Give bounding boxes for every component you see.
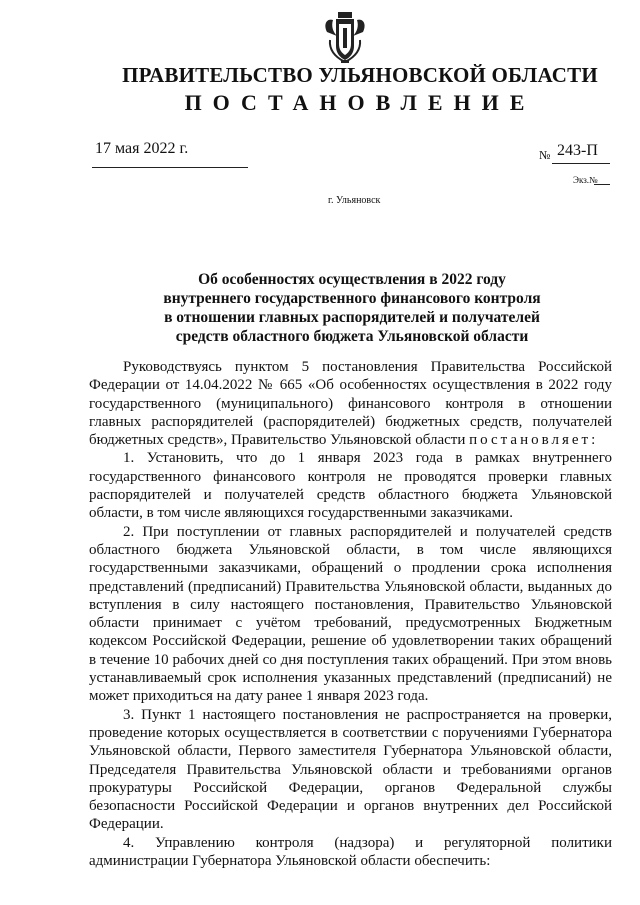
ulyanovsk-coat-of-arms-icon (321, 10, 369, 64)
item-paragraph: 3. Пункт 1 настоящего постановления не распространяется на проверки, проведение которых осуществляется в соответствии с поручениями Губернатора Ульяновской области, Первого заместителя Губернатора Ульяновской области, Председателя Правительства Ульяновской области и требованиями органов прокуратуры Российской Федерации, органов Федеральной службы безопасности Российской Федерации и органов внутренних дел Российской Федерации. (89, 706, 612, 833)
item-paragraph: 2. При поступлении от главных распорядителей и получателей средств областного бюджета Ульяновской области, в том числе являющихся государственными заказчиками, обращений о продлении срока исполнения представлений (предписаний) Правительства Ульяновской области, выданных до вступления в силу настоящего постановления, Правительство Ульяновской области принимает с учётом требований, предусмотренных Бюджетным кодексом Российской Федерации, решение об удовлетворении таких обращений в течение 10 рабочих дней со дня поступления таких обращений. При этом вновь устанавливаемый срок исполнения указанных представлений (предписаний) не может приходиться на дату ранее 1 января 2023 года. (89, 523, 612, 705)
document-body (89, 358, 612, 870)
document-date: 17 мая 2022 г. (95, 140, 189, 157)
copy-number-label: Экз.№ (573, 175, 598, 185)
government-title: ПРАВИТЕЛЬСТВО УЛЬЯНОВСКОЙ ОБЛАСТИ (122, 63, 598, 87)
preamble-paragraph (89, 358, 612, 449)
item-paragraph: 1. Установить, что до 1 января 2023 года в рамках внутреннего государственного финансового контроля не проводятся проверки главных распорядителей и получателей средств областного бюджета Ульяновской области, в том числе являющихся государственными заказчиками. (89, 450, 612, 522)
document-type: ПОСТАНОВЛЕНИЕ (184, 90, 536, 115)
item-paragraph: 4. Управлению контроля (надзора) и регуляторной политики администрации Губернатора Ульяновской области обеспечить: (89, 834, 612, 870)
document-number: 243-П (557, 142, 598, 159)
city-label: г. Ульяновск (328, 195, 381, 206)
copy-number-line (594, 184, 610, 185)
preamble-text: Руководствуясь пунктом 5 постановления Правительства Российской Федерации от 14.04.2022 № 665 «Об особенностях осуществления в 2022 году государственного (муниципального) финансового контроля в отношении главных распорядителей (распорядителей) бюджетных средств, получателей бюджетных средств», Правительство Ульяновской области (89, 359, 612, 449)
date-underline (92, 167, 248, 168)
heading-line: внутреннего государственного финансового контроля (163, 290, 541, 307)
resolves-word: постановляет: (469, 432, 599, 449)
number-sign: № (539, 148, 551, 162)
heading-line: Об особенностях осуществления в 2022 году (198, 271, 506, 288)
heading-line: средств областного бюджета Ульяновской области (175, 328, 529, 345)
heading-line: в отношении главных распорядителей и получателей (164, 309, 540, 326)
document-heading (100, 270, 604, 346)
number-underline (552, 163, 610, 164)
